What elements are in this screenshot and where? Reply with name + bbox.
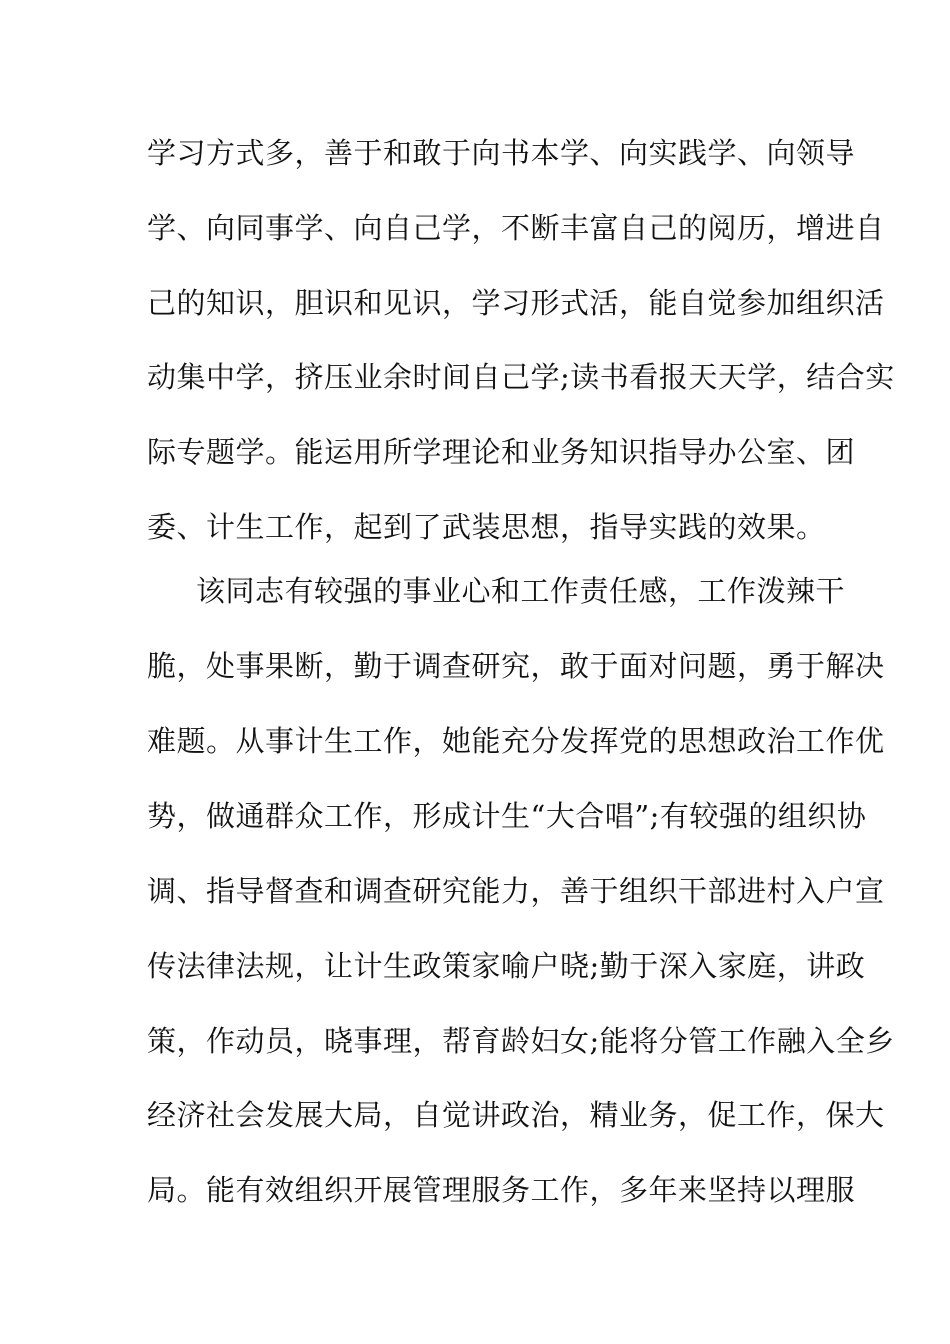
text-line: 脆，处事果断，勤于调查研究，敢于面对问题，勇于解决 <box>147 649 885 683</box>
text-line: 际专题学。能运用所学理论和业务知识指导办公室、团 <box>147 435 856 469</box>
text-line: 学习方式多，善于和敢于向书本学、向实践学、向领导 <box>147 136 856 170</box>
text-line: 学、向同事学、向自己学，不断丰富自己的阅历，增进自 <box>147 211 885 245</box>
text-line: 难题。从事计生工作，她能充分发挥党的思想政治工作优 <box>147 724 885 758</box>
text-line: 势，做通群众工作，形成计生“大合唱”;有较强的组织协 <box>147 799 867 833</box>
text-line: 经济社会发展大局，自觉讲政治，精业务，促工作，保大 <box>147 1098 885 1132</box>
text-line: 委、计生工作，起到了武装思想，指导实践的效果。 <box>147 510 826 544</box>
text-line: 局。能有效组织开展管理服务工作，多年来坚持以理服 <box>147 1173 856 1207</box>
text-line: 调、指导督查和调查研究能力，善于组织干部进村入户宣 <box>147 874 885 908</box>
paragraph-first-line: 该同志有较强的事业心和工作责任感，工作泼辣干 <box>196 574 846 608</box>
text-line: 策，作动员，晓事理，帮育龄妇女;能将分管工作融入全乡 <box>147 1024 895 1058</box>
text-line: 传法律法规，让计生政策家喻户晓;勤于深入家庭，讲政 <box>147 949 866 983</box>
text-line: 动集中学，挤压业余时间自己学;读书看报天天学，结合实 <box>147 360 895 394</box>
text-line: 己的知识，胆识和见识，学习形式活，能自觉参加组织活 <box>147 286 885 320</box>
